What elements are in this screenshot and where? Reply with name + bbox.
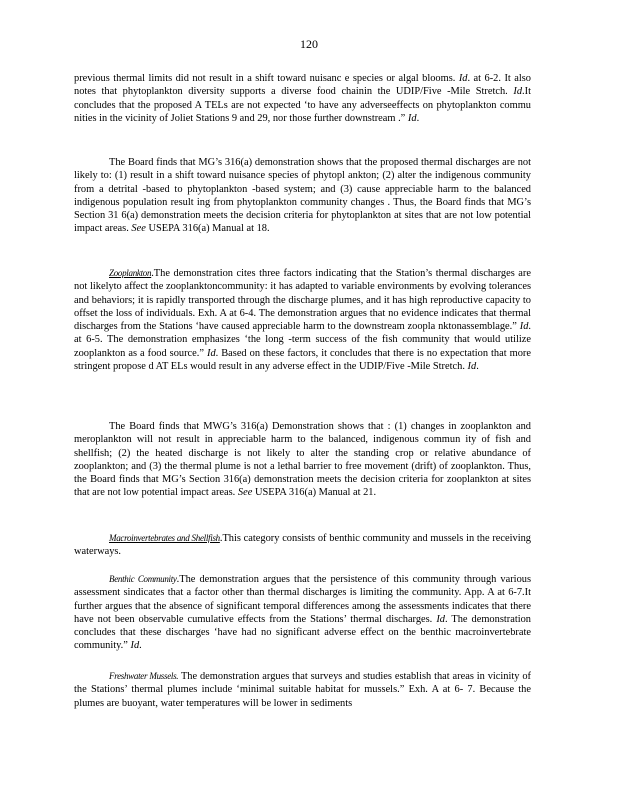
citation-id: Id (436, 613, 445, 625)
text: The Board finds that MG’s 316(a) demonstration shows that the proposed thermal discharges are not likely to: (1) result in a shift toward nuisance species of phytopl ankton; (2) alter the indigenous community from a detrital -based to phytoplankton -based system; and (3) cause appreciable harm to the balanced indigenous population result ing from phytoplankton community changes . Thus, the Board finds that MG’s Section 31 6(a) demonstration meets the decision criteria for phytoplankton at sites that are not low potential impact areas. (74, 157, 531, 235)
text: . (476, 361, 479, 373)
text: .This category consists of benthic community and mussels in the receiving waterways. (74, 533, 532, 558)
citation-id: Id (130, 640, 140, 652)
text: . Based on these factors, it concludes that there is no expectation that more stringent propose d AT ELs would result in any adverse effect in the UDIP/Five -Mile Stretch. (74, 347, 531, 373)
section-heading-zooplankton: Zooplankton (109, 268, 152, 278)
text: USEPA 316(a) Manual at 18. (148, 223, 270, 235)
citation-id: Id (467, 361, 477, 373)
paragraph-board-finds-phytoplankton (74, 156, 531, 236)
citation-see: See (237, 487, 253, 499)
citation-id: Id (519, 321, 529, 333)
citation-id: Id (513, 86, 523, 98)
text: . at 6-2. It also notes that phytoplankton diversity supports a diverse food chainin the UDIP/Five -Mile Stretch. (74, 73, 532, 98)
paragraph-phytoplankton-continued (74, 72, 531, 125)
text: . (139, 640, 142, 652)
citation-id: Id (458, 73, 468, 84)
text: . at 6-5. The demonstration emphasizes ‘the long -term success of the fish community that would utilize zooplankton as a food source.” (74, 321, 531, 359)
section-heading-macroinvertebrates: Macroinvertebrates and Shellfish (109, 533, 220, 543)
text: .The demonstration cites three factors indicating that the Station’s thermal discharges are not likelyto affect the zooplanktoncommunity: it has adapted to variable environments by evolving tolerances and behaviors; it is rapidly transported through the discharge plumes, and it has high reproductive capacity to offset the loss of individuals. Exh. A at 6-4. The demonstration argues that no evidence indicates that thermal discharges from the Stations ‘have caused appreciable harm to the downstream zoopla nktonassemblage.” (74, 268, 531, 333)
text: The Board finds that MWG’s 316(a) Demonstration shows that : (1) changes in zooplankton and meroplankton will not result in appreciable harm to the balanced, indigenous commun ity of fish and shellfish; (2) the heated discharge is not likely to alter the standing crop or relative abundance of zooplankton; and (3) the thermal plume is not a lethal barrier to free movement (drift) of zooplankton. Thus, the Board finds that MG’s Section 316(a) demonstration meets the decision criteria for zooplankton at sites that are not low potential impact areas. (74, 421, 531, 499)
text: .The demonstration argues that the persistence of this community through various assessment sindicates that a factor other than thermal discharges is limiting the community. App. A at 6-7.It further argues that the absence of significant temporal differences among the assessments indicates that there have not been observable cumulative effects from the Stations’ thermal discharges. (74, 574, 532, 625)
paragraph-freshwater-mussels (74, 670, 531, 710)
page-number: 120 (300, 37, 318, 51)
paragraph-board-finds-zooplankton (74, 420, 531, 500)
subheading-freshwater-mussels: Freshwater Mussels. (109, 671, 179, 681)
text: USEPA 316(a) Manual at 21. (254, 487, 377, 499)
text: . (416, 112, 420, 124)
paragraph-macroinvertebrates (74, 532, 531, 559)
subheading-benthic-community: Benthic Community (109, 574, 177, 584)
citation-id: Id (407, 112, 417, 124)
paragraph-zooplankton (74, 267, 531, 373)
text: . The demonstration concludes that these discharges ‘have had no significant adverse effect on the benthic macroinvertebrate community.” (74, 613, 531, 652)
text: previous thermal limits did not result in a shift toward nuisanc e species or algal blooms. (74, 73, 456, 84)
text: .It concludes that the proposed A TELs are not expected ‘to have any adverseeffects on phytoplankton commu nities in the vicinity of Joliet Stations 9 and 29, nor those further downstream .” (74, 86, 531, 124)
paragraph-benthic-community (74, 573, 531, 653)
text: The demonstration argues that surveys and studies establish that areas in vicinity of the Stations’ thermal plumes include ‘minimal suitable habitat for mussels.” Exh. A at 6- 7. Because the plumes are buoyant, water temperatures will be lower in sediments (74, 671, 531, 709)
citation-id: Id (206, 347, 216, 359)
citation-see: See (131, 223, 146, 235)
